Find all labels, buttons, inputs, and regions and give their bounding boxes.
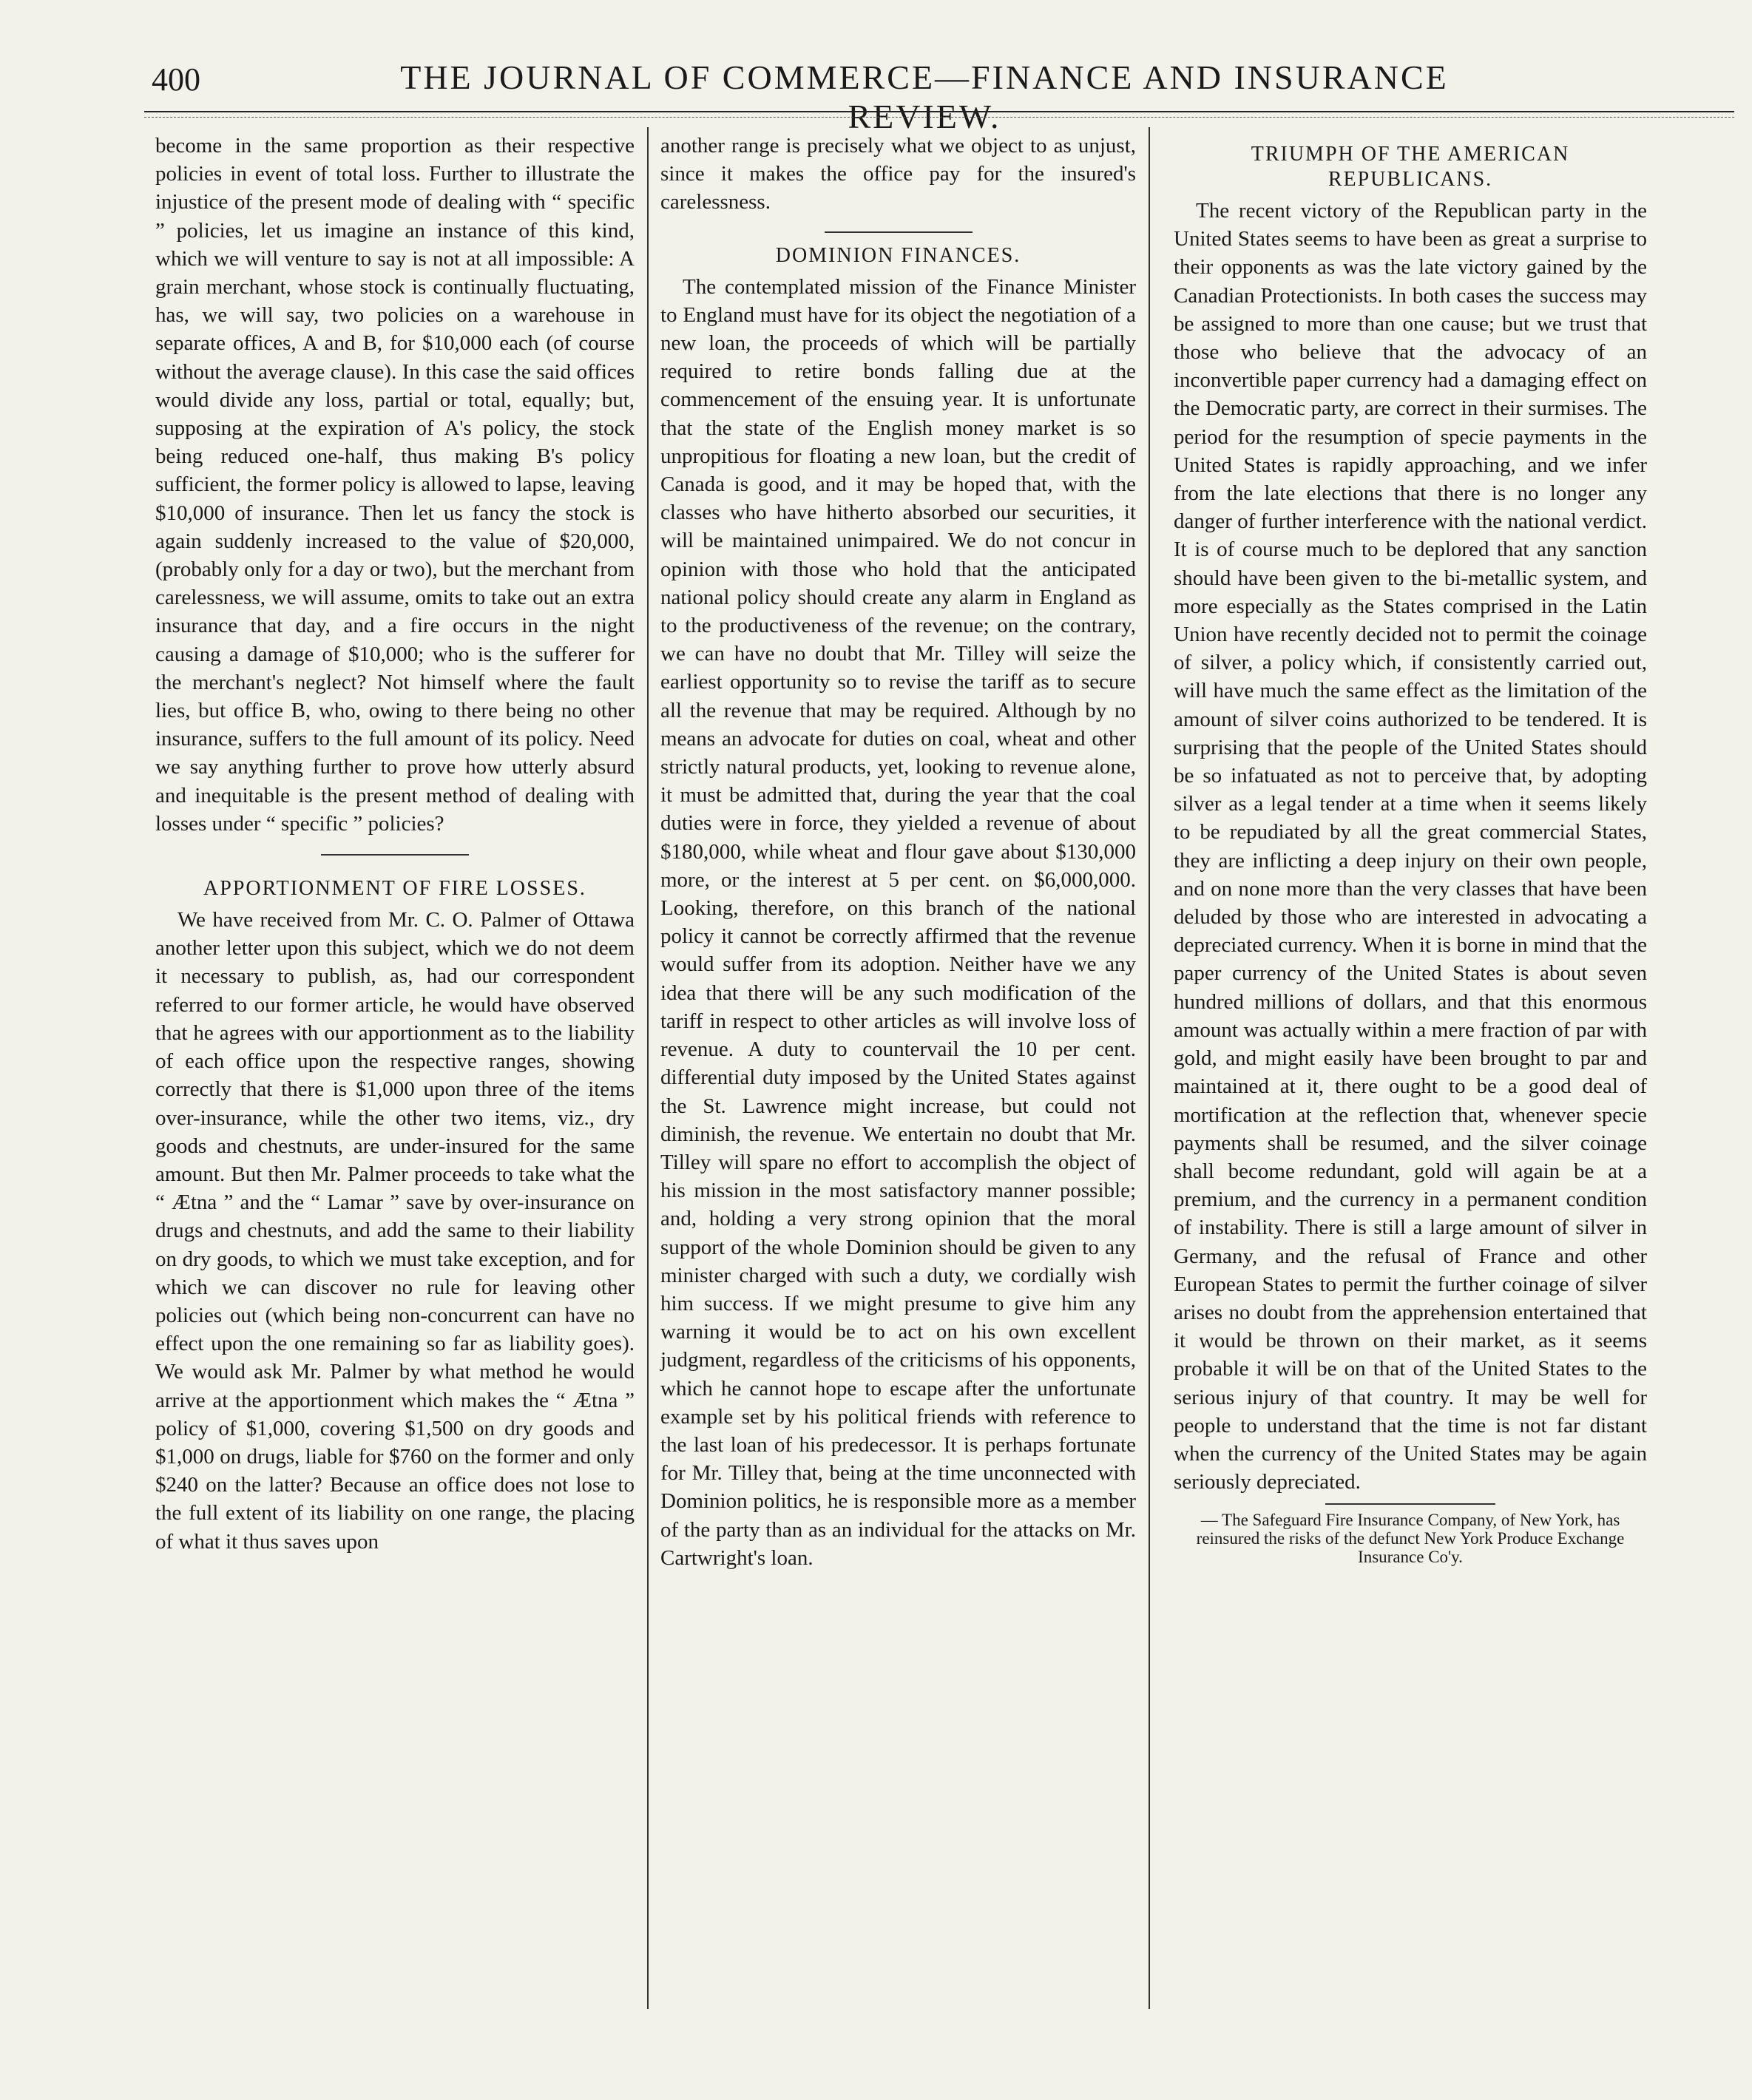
header-rule <box>144 111 1734 112</box>
header-rule-dashed <box>144 117 1734 118</box>
heading-triumph-line-1: TRIUMPH OF THE AMERICAN <box>1251 143 1570 166</box>
column-3 <box>1174 132 1647 1566</box>
column-rule-2 <box>1149 127 1150 2009</box>
col3-paragraph-1: The recent victory of the Republican party in the United States seems to have been as great a surprise to their opponents as was the late victory gained by the Canadian Protectionists. In both cases the success may be assigned to more than one cause; but we trust that those who believe that the advocacy of an inconvertible paper currency had a damaging effect on the Democratic party, are correct in their surmises. The period for the resumption of specie payments in the United States is rapidly approaching, and we infer from the late elections that there is no longer any danger of further interference with the national verdict. It is of course much to be deplored that any sanction should have been given to the bi-metallic system, and more especially as the States comprised in the Latin Union have recently decided not to permit the coinage of silver, a policy which, if consistently carried out, will have much the same effect as the limitation of the amount of silver coins authorized to be tendered. It is surprising that the people of the United States should be so infatuated as not to perceive that, by adopting silver as a legal tender at a time when it seems likely to be repudiated by all the great commercial States, they are inflicting a deep injury on their own people, and on none more than the very classes that have been deluded by those who are interested in advocating a depreciated currency. When it is borne in mind that the paper currency of the United States is about seven hundred millions of dollars, and that this enormous amount was actually within a mere fraction of par with gold, and might easily have been brought to par and maintained at it, there ought to be a good deal of mortification at the reflection that, whenever specie payments shall be resumed, and the silver coinage shall become redundant, gold will again be at a premium, and the currency in a permanent condition of instability. There is still a large amount of silver in Germany, and the refusal of France and other European States to permit the further coinage of silver arises no doubt from the apprehension entertained that it would be thrown on their market, as it seems probable it will be on that of the United States to the serious injury of that country. It may be well for people to understand that the time is not far distant when the currency of the United States may be again seriously depreciated. <box>1174 199 1647 1494</box>
heading-triumph <box>1174 142 1647 192</box>
col2-paragraph-1: another range is precisely what we object to as unjust, since it makes the office pay for the insured's carelessness. <box>660 134 1136 214</box>
page-number: 400 <box>152 61 200 98</box>
heading-apportionment: APPORTIONMENT OF FIRE LOSSES. <box>203 877 586 901</box>
heading-triumph-line-2: REPUBLICANS. <box>1327 168 1493 191</box>
col1-paragraph-1: become in the same proportion as their respective policies in event of total loss. Further to illustrate the injustice of the present mode of dealing with “ specific ” policies, let us imagine an instance of this kind, which we will venture to say is not at all impossible: A grain merchant, whose stock is continually fluctuating, has, we will say, two policies on a warehouse in separate offices, A and B, for $10,000 each (of course without the average clause). In this case the said offices would divide any loss, partial or total, equally; but, supposing at the expiration of A's policy, the stock being reduced one-half, thus making B's policy sufficient, the former policy is allowed to lapse, leaving $10,000 of insurance. Then let us fancy the stock is again suddenly increased to the value of $20,000, (probably only for a day or two), but the merchant from carelessness, we will assume, omits to take out an extra insurance that day, and a fire occurs in the night causing a damage of $10,000; who is the sufferer for the merchant's neglect? Not himself where the fault lies, but office B, who, owing to there being no other insurance, suffers to the full amount of its policy. Need we say anything further to prove how utterly absurd and inequitable is the present method of dealing with losses under “ specific ” policies? <box>155 134 635 836</box>
column-2 <box>660 132 1136 1572</box>
section-divider <box>321 854 469 856</box>
note-divider <box>1325 1503 1495 1505</box>
column-rule-1 <box>647 127 649 2009</box>
running-head: THE JOURNAL OF COMMERCE—FINANCE AND INSURANCE REVIEW. <box>400 58 1449 135</box>
heading-dominion-finances: DOMINION FINANCES. <box>775 243 1021 267</box>
column-1 <box>155 132 635 1556</box>
col1-paragraph-2: We have received from Mr. C. O. Palmer of Ottawa another letter upon this subject, which we do not deem it necessary to publish, as, had our correspondent referred to our former article, he would have observed that he agrees with our apportionment as to the liability of each office upon the respective ranges, showing correctly that there is $1,000 upon three of the items over-insurance, while the other two items, viz., dry goods and chestnuts, are under-insured for the same amount. But then Mr. Palmer proceeds to take what the “ Ætna ” and the “ Lamar ” save by over-insurance on drugs and chestnuts, and add the same to their liability on dry goods, to which we must take exception, and for which we can discover no rule for leaving other policies out (which being non-concurrent can have no effect upon the one remaining so far as liability goes). We would ask Mr. Palmer by what method he would arrive at the apportionment which makes the “ Ætna ” policy of $1,000, covering $1,500 on dry goods and $1,000 on drugs, liable for $760 on the former and only $240 on the latter? Because an office does not lose to the full extent of its liability on one range, the placing of what it thus saves upon <box>155 908 635 1554</box>
col2-paragraph-2: The contemplated mission of the Finance Minister to England must have for its object the negotiation of a new loan, the proceeds of which will be partially required to retire bonds falling due at the commencement of the ensuing year. It is unfortunate that the state of the English money market is so unpropitious for floating a new loan, but the credit of Canada is good, and it may be hoped that, with the classes who have hitherto absorbed our securities, it will be maintained unimpaired. We do not concur in opinion with those who hold that the anticipated national policy should create any alarm in England as to the productiveness of the revenue; on the contrary, we can have no doubt that Mr. Tilley will seize the earliest opportunity so to revise the tariff as to secure all the revenue that may be required. Although by no means an advocate for duties on coal, wheat and other strictly natural products, yet, looking to revenue alone, it must be admitted that, during the year that the coal duties were in force, they yielded a revenue of about $180,000, while wheat and flour gave about $130,000 more, or the interest at 5 per cent. on $6,000,000. Looking, therefore, on this branch of the national policy it cannot be correctly affirmed that the revenue would suffer from its adoption. Neither have we any idea that there will be any such modification of the tariff in respect to other articles as will involve loss of revenue. A duty to countervail the 10 per cent. differential duty imposed by the United States against the St. Lawrence might increase, but could not diminish, the revenue. We entertain no doubt that Mr. Tilley will spare no effort to accomplish the object of his mission in the most satisfactory manner possible; and, holding a very strong opinion that the moral support of the whole Dominion should be given to any minister charged with such a duty, we cordially wish him success. If we might presume to give him any warning it would be to act on his own excellent judgment, regardless of the criticisms of his opponents, which he cannot hope to escape after the unfortunate example set by his political friends with reference to the last loan of his predecessor. It is perhaps fortunate for Mr. Tilley that, being at the time unconnected with Dominion politics, he is responsible more as a member of the party than as an individual for the attacks on Mr. Cartwright's loan. <box>660 274 1136 1570</box>
col3-note: — The Safeguard Fire Insurance Company, of New York, has reinsured the risks of the defunct New York Produce Exchange Insurance Co'y. <box>1196 1511 1625 1567</box>
section-divider <box>825 231 973 233</box>
